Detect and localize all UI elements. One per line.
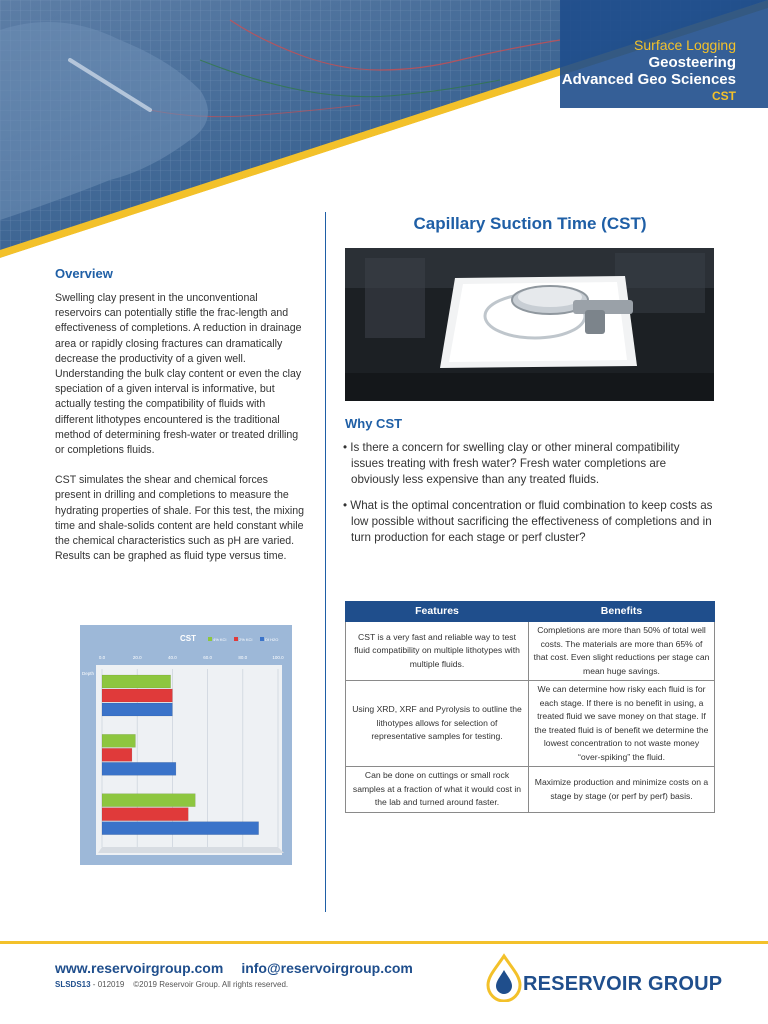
overview-paragraph-1: Swelling clay present in the unconventional reservoirs can potentially stifle the frac-length and effectiveness of completions. A reduction in drainage area or rapidly closing fractures can dramatically decrease the productivity of a given well. Understanding the bulk clay content or even the clay speciation of a given interval is informative, but actually testing the compatibility of fluids with different lithotypes encountered is the traditional method of determining fresh-water or treated drilling or completions fluids. bbox=[55, 292, 302, 457]
cst-chart bbox=[80, 625, 292, 865]
chart-bar bbox=[102, 734, 135, 747]
x-tick-label: 20.0 bbox=[132, 655, 142, 660]
x-tick-label: 100.0 bbox=[272, 655, 284, 660]
bullet-item: • Is there a concern for swelling clay or other mineral compatibility issues treating with fresh water? Fresh water completions are obviously less expensive than any treated fluids. bbox=[343, 441, 680, 486]
table-row bbox=[346, 767, 715, 813]
x-tick-label: 0.0 bbox=[98, 655, 106, 660]
header-line-geosteering: Geosteering bbox=[648, 54, 736, 71]
cst-apparatus-photo bbox=[345, 248, 714, 401]
features-column-header: Features bbox=[346, 602, 529, 622]
benefit-cell: We can determine how risky each fluid is for each stage. If there is no benefit in using, a treated fluid we save money on that stage. If the treated fluid is of benefit we determine the lowest concentration to not waste money “over-spiking” the fluid. bbox=[529, 681, 715, 767]
why-cst-bullets bbox=[343, 440, 715, 546]
legend-label: 2% KCl bbox=[239, 637, 253, 642]
header-line-surface-logging: Surface Logging bbox=[634, 37, 736, 53]
chart-bar bbox=[102, 822, 259, 835]
table-row bbox=[346, 622, 715, 681]
legend-swatch bbox=[234, 637, 238, 641]
legend-swatch bbox=[260, 637, 264, 641]
email-link[interactable]: info@reservoirgroup.com bbox=[241, 960, 413, 976]
footer-meta bbox=[55, 980, 288, 989]
why-cst-heading: Why CST bbox=[345, 416, 403, 431]
legend-swatch bbox=[208, 637, 212, 641]
cst-chart-svg bbox=[80, 625, 292, 865]
header-line-advanced-geo: Advanced Geo Sciences bbox=[561, 71, 736, 88]
chart-bar bbox=[102, 794, 195, 807]
overview-section bbox=[55, 266, 305, 564]
legend-label: 4% KCl bbox=[213, 637, 227, 642]
copyright: ©2019 Reservoir Group. All rights reserved. bbox=[133, 980, 289, 989]
column-divider bbox=[325, 212, 326, 912]
page-title: Capillary Suction Time (CST) bbox=[413, 214, 647, 233]
feature-cell: Using XRD, XRF and Pyrolysis to outline the lithotypes allows for selection of representative samples for testing. bbox=[346, 681, 529, 767]
legend-label: DI H2O bbox=[265, 637, 279, 642]
feature-cell: Can be done on cuttings or small rock samples at a fraction of what it would cost in the lab and turned around faster. bbox=[346, 767, 529, 813]
x-tick-label: 80.0 bbox=[238, 655, 248, 660]
chart-bar bbox=[102, 748, 132, 761]
table-row bbox=[346, 681, 715, 767]
doc-date: - 012019 bbox=[90, 980, 125, 989]
chart-bar bbox=[102, 762, 176, 775]
overview-body bbox=[55, 291, 305, 564]
features-benefits-table bbox=[345, 601, 715, 813]
overview-paragraph-2: CST simulates the shear and chemical forces present in drilling and completions to measure the hydrating properties of shale. For this test, the mixing time and shale-solids content are held constant while the chemical characteristics such as pH are varied. Results can be graphed as fluid type versus time. bbox=[55, 474, 305, 563]
footer-divider bbox=[0, 941, 768, 944]
footer-contact bbox=[55, 960, 413, 976]
benefit-cell: Completions are more than 50% of total well costs. The materials are more than 65% of that cost. Even slight reductions per stage can mean huge savings. bbox=[529, 622, 715, 681]
doc-code: SLSDS13 bbox=[55, 980, 91, 989]
table-header-row bbox=[346, 602, 715, 622]
website-link[interactable]: www.reservoirgroup.com bbox=[55, 960, 224, 976]
chart-floor bbox=[98, 847, 284, 853]
bullet-item: • What is the optimal concentration or fluid combination to keep costs as low possible without sacrificing the effectiveness of completions and in turn production for each stage or perf cluster? bbox=[343, 499, 713, 544]
overview-heading: Overview bbox=[55, 266, 113, 281]
logo-wordmark: RESERVOIR GROUP bbox=[523, 973, 723, 995]
benefit-cell: Maximize production and minimize costs on a stage by stage (or perf by perf) basis. bbox=[529, 767, 715, 813]
header-line-cst: CST bbox=[712, 89, 736, 103]
x-tick-label: 60.0 bbox=[203, 655, 212, 660]
y-axis-label: Depth bbox=[82, 671, 95, 676]
chart-title: CST bbox=[180, 634, 196, 643]
chart-bar bbox=[102, 675, 171, 688]
x-tick-label: 40.0 bbox=[168, 655, 177, 660]
chart-bar bbox=[102, 703, 172, 716]
benefits-column-header: Benefits bbox=[529, 602, 715, 622]
chart-bar bbox=[102, 808, 188, 821]
chart-bar bbox=[102, 689, 172, 702]
feature-cell: CST is a very fast and reliable way to test fluid compatibility on multiple lithotypes with multiple fluids. bbox=[346, 622, 529, 681]
